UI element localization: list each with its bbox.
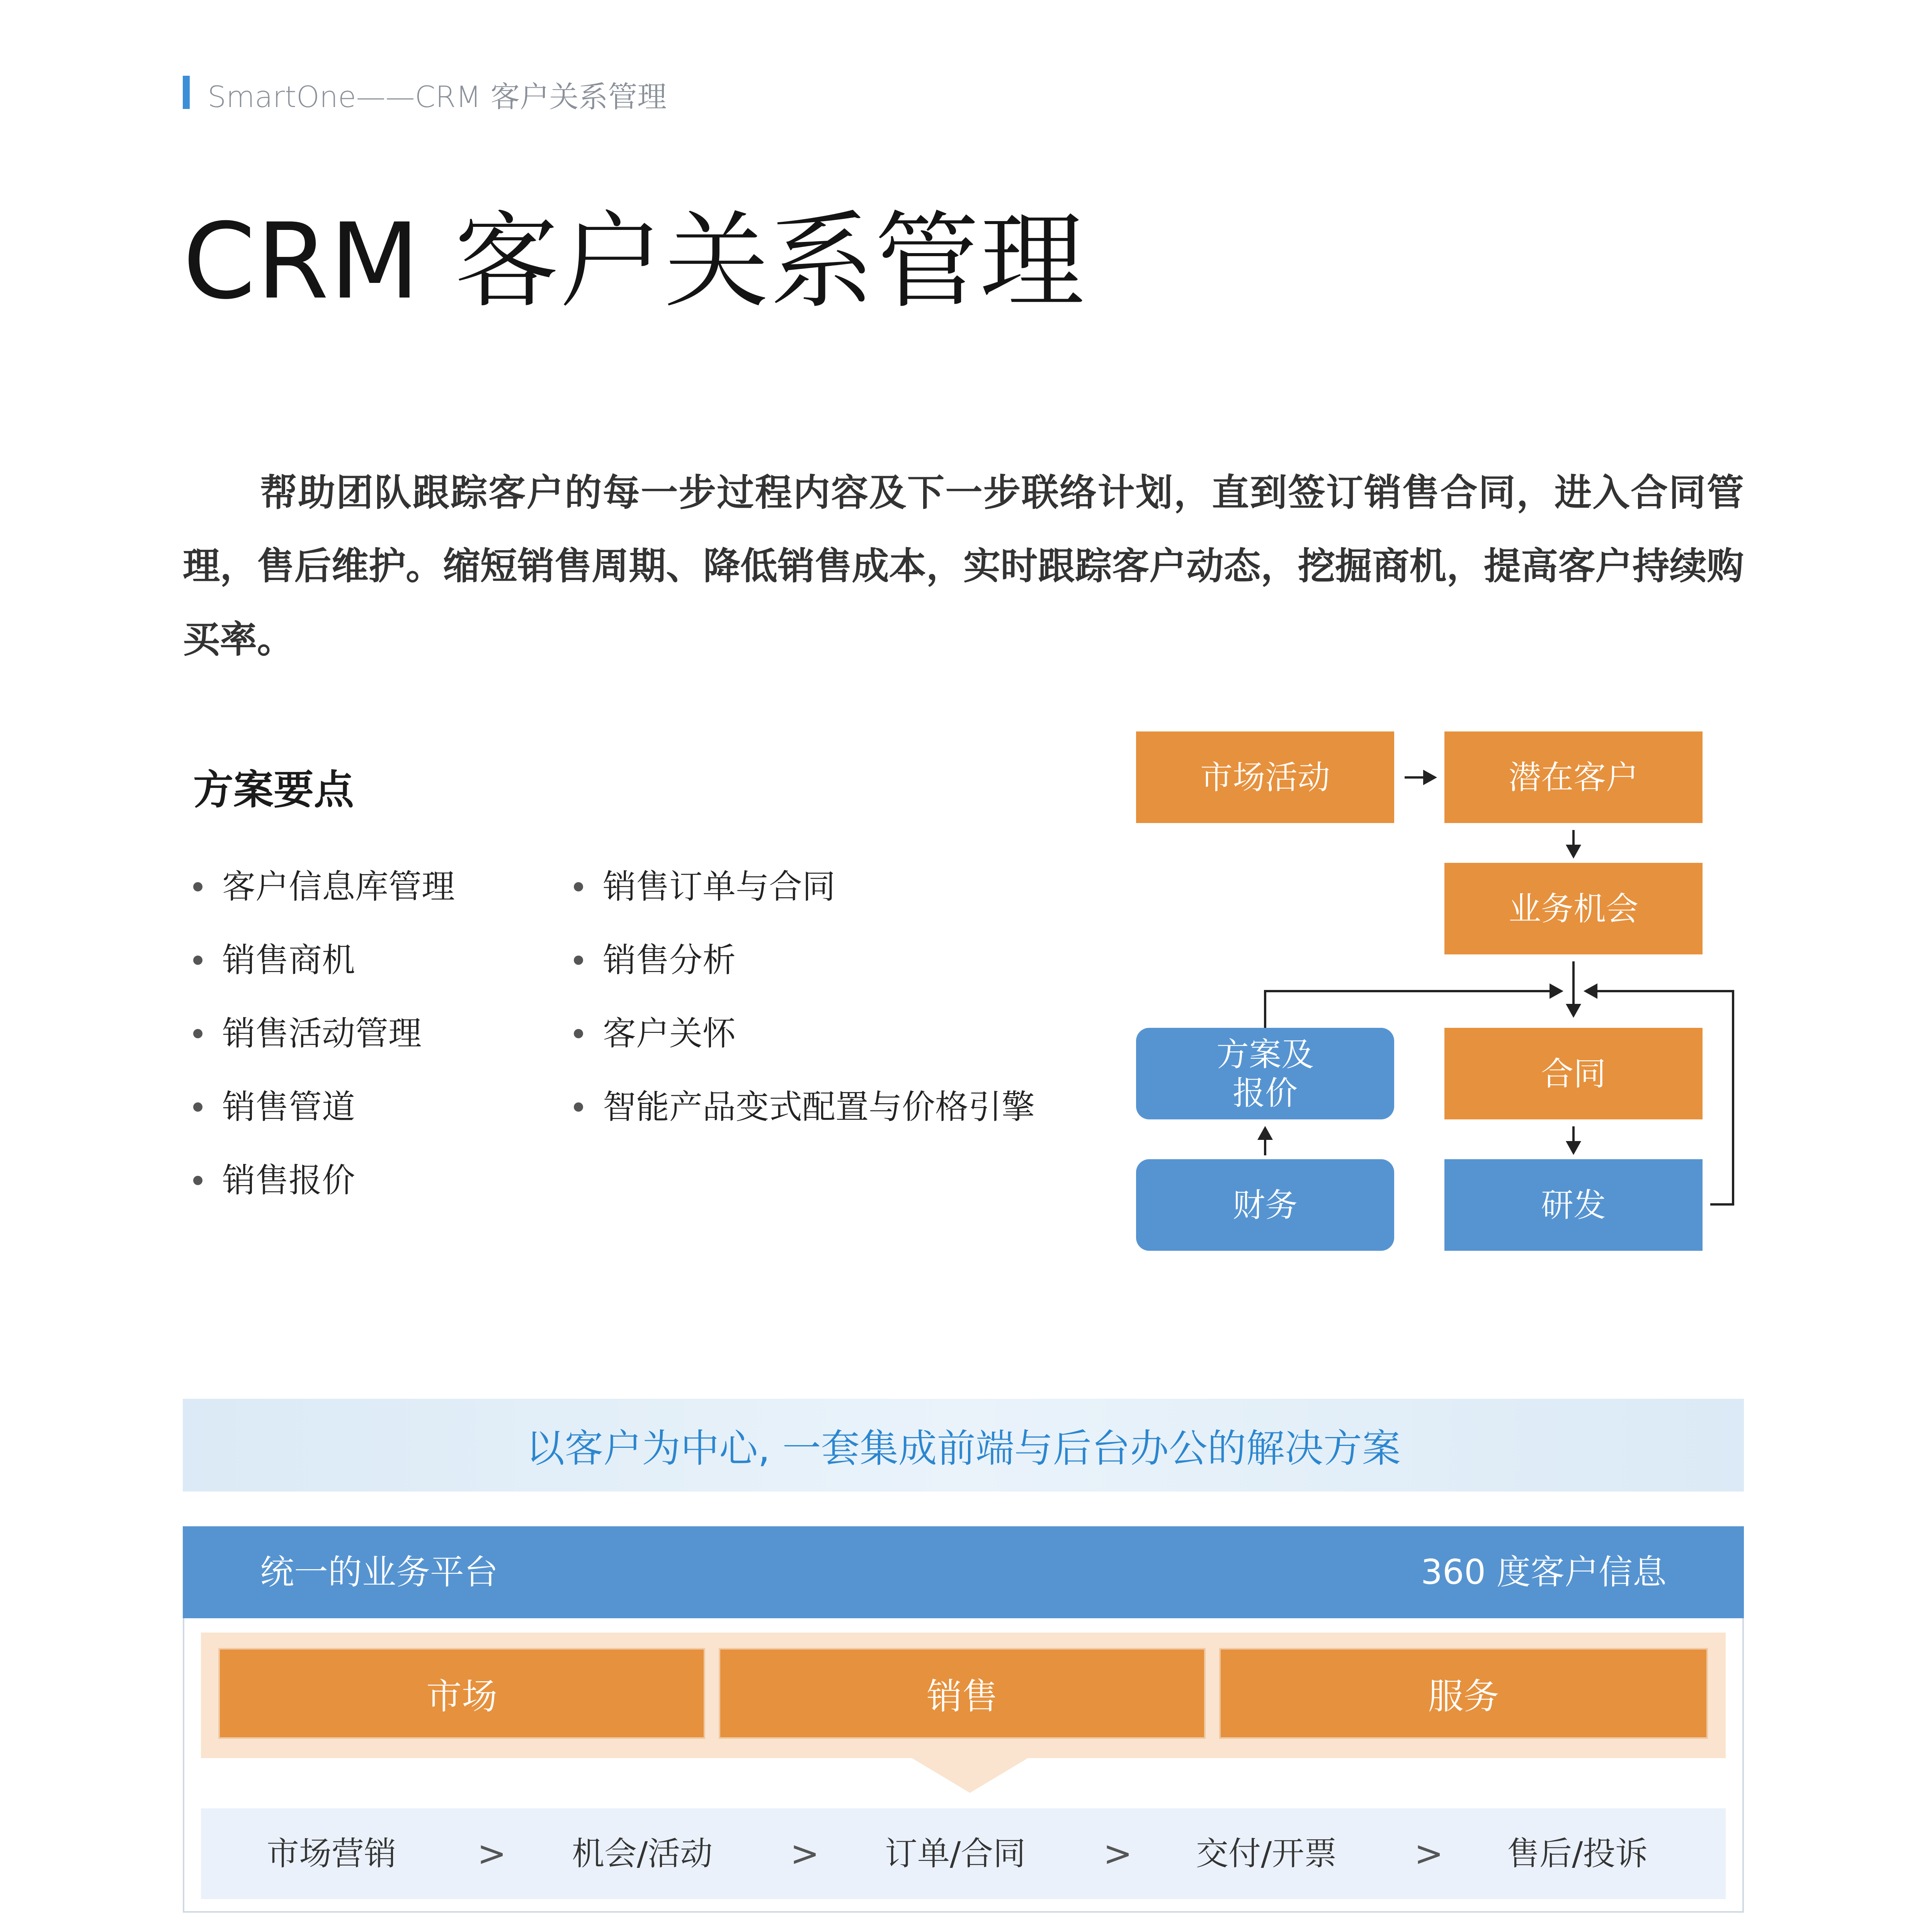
flow-connector: [1405, 776, 1424, 779]
list-item: 智能产品变式配置与价格引擎: [570, 1070, 1035, 1144]
flow-connector: [1572, 961, 1575, 1004]
flow-connector: [1596, 990, 1734, 992]
flow-connector: [1264, 990, 1266, 1028]
flow-step: 订单/合同: [885, 1835, 1026, 1872]
flow-connector: [1264, 1140, 1266, 1155]
platform-left-label: 统一的业务平台: [260, 1552, 498, 1592]
list-item: 客户关怀: [570, 997, 1035, 1070]
arrow-down-icon: [1566, 845, 1581, 859]
platform-header: [183, 1526, 1744, 1618]
chevron-right-icon: >: [477, 1833, 507, 1874]
arrow-down-icon: [1566, 1004, 1581, 1018]
platform-box-market: 市场: [218, 1648, 705, 1739]
flow-connector: [1264, 990, 1550, 992]
header-accent-bar: [183, 76, 190, 109]
flow-step: 交付/开票: [1196, 1835, 1337, 1872]
flow-connector: [1710, 1203, 1734, 1206]
flow-finance: 财务: [1136, 1159, 1394, 1251]
platform-pointer: [912, 1758, 1028, 1793]
flow-connector: [1572, 830, 1575, 845]
list-item: 销售分析: [570, 923, 1035, 997]
chevron-right-icon: >: [790, 1833, 820, 1874]
flow-market-activity: 市场活动: [1136, 731, 1394, 823]
flow-proposal-line1: 方案及: [1216, 1035, 1314, 1073]
flow-step: 机会/活动: [572, 1835, 713, 1872]
flow-connector: [1732, 990, 1734, 1206]
list-item: 销售活动管理: [189, 997, 455, 1070]
flow-proposal-line2: 报价: [1232, 1074, 1298, 1112]
flow-contract: 合同: [1444, 1028, 1703, 1119]
list-item: 销售商机: [189, 923, 455, 997]
platform-box-service: 服务: [1219, 1648, 1708, 1739]
key-points-list-2: [570, 850, 1035, 1144]
list-item: 销售订单与合同: [570, 850, 1035, 923]
arrow-left-icon: [1584, 983, 1597, 999]
arrow-down-icon: [1566, 1141, 1581, 1155]
list-item: 客户信息库管理: [189, 850, 455, 923]
flow-business-opportunity: 业务机会: [1444, 863, 1703, 954]
flow-proposal-quote: [1136, 1028, 1394, 1119]
arrow-right-icon: [1550, 983, 1563, 999]
flow-rnd: 研发: [1444, 1159, 1703, 1251]
arrow-right-icon: [1423, 770, 1437, 785]
list-item: 销售报价: [189, 1144, 455, 1217]
page-title: CRM 客户关系管理: [183, 201, 1085, 322]
platform-right-label: 360 度客户信息: [1421, 1552, 1667, 1592]
chevron-right-icon: >: [1103, 1833, 1133, 1874]
key-points-heading: 方案要点: [193, 766, 354, 813]
platform-box-sales: 销售: [719, 1648, 1206, 1739]
key-points-list-1: [189, 850, 455, 1217]
flow-connector: [1572, 1126, 1575, 1142]
solution-banner: 以客户为中心, 一套集成前端与后台办公的解决方案: [183, 1399, 1744, 1492]
intro-paragraph: 帮助团队跟踪客户的每一步过程内容及下一步联络计划，直到签订销售合同，进入合同管理，售后维护。缩短销售周期、降低销售成本，实时跟踪客户动态，挖掘商机，提高客户持续购买率。: [183, 471, 1744, 661]
chevron-right-icon: >: [1414, 1833, 1444, 1874]
flow-step: 市场营销: [267, 1835, 397, 1872]
running-header: SmartOne——CRM 客户关系管理: [208, 80, 667, 114]
flow-step: 售后/投诉: [1507, 1835, 1648, 1872]
flow-potential-customer: 潜在客户: [1444, 731, 1703, 823]
arrow-up-icon: [1257, 1126, 1273, 1140]
list-item: 销售管道: [189, 1070, 455, 1144]
